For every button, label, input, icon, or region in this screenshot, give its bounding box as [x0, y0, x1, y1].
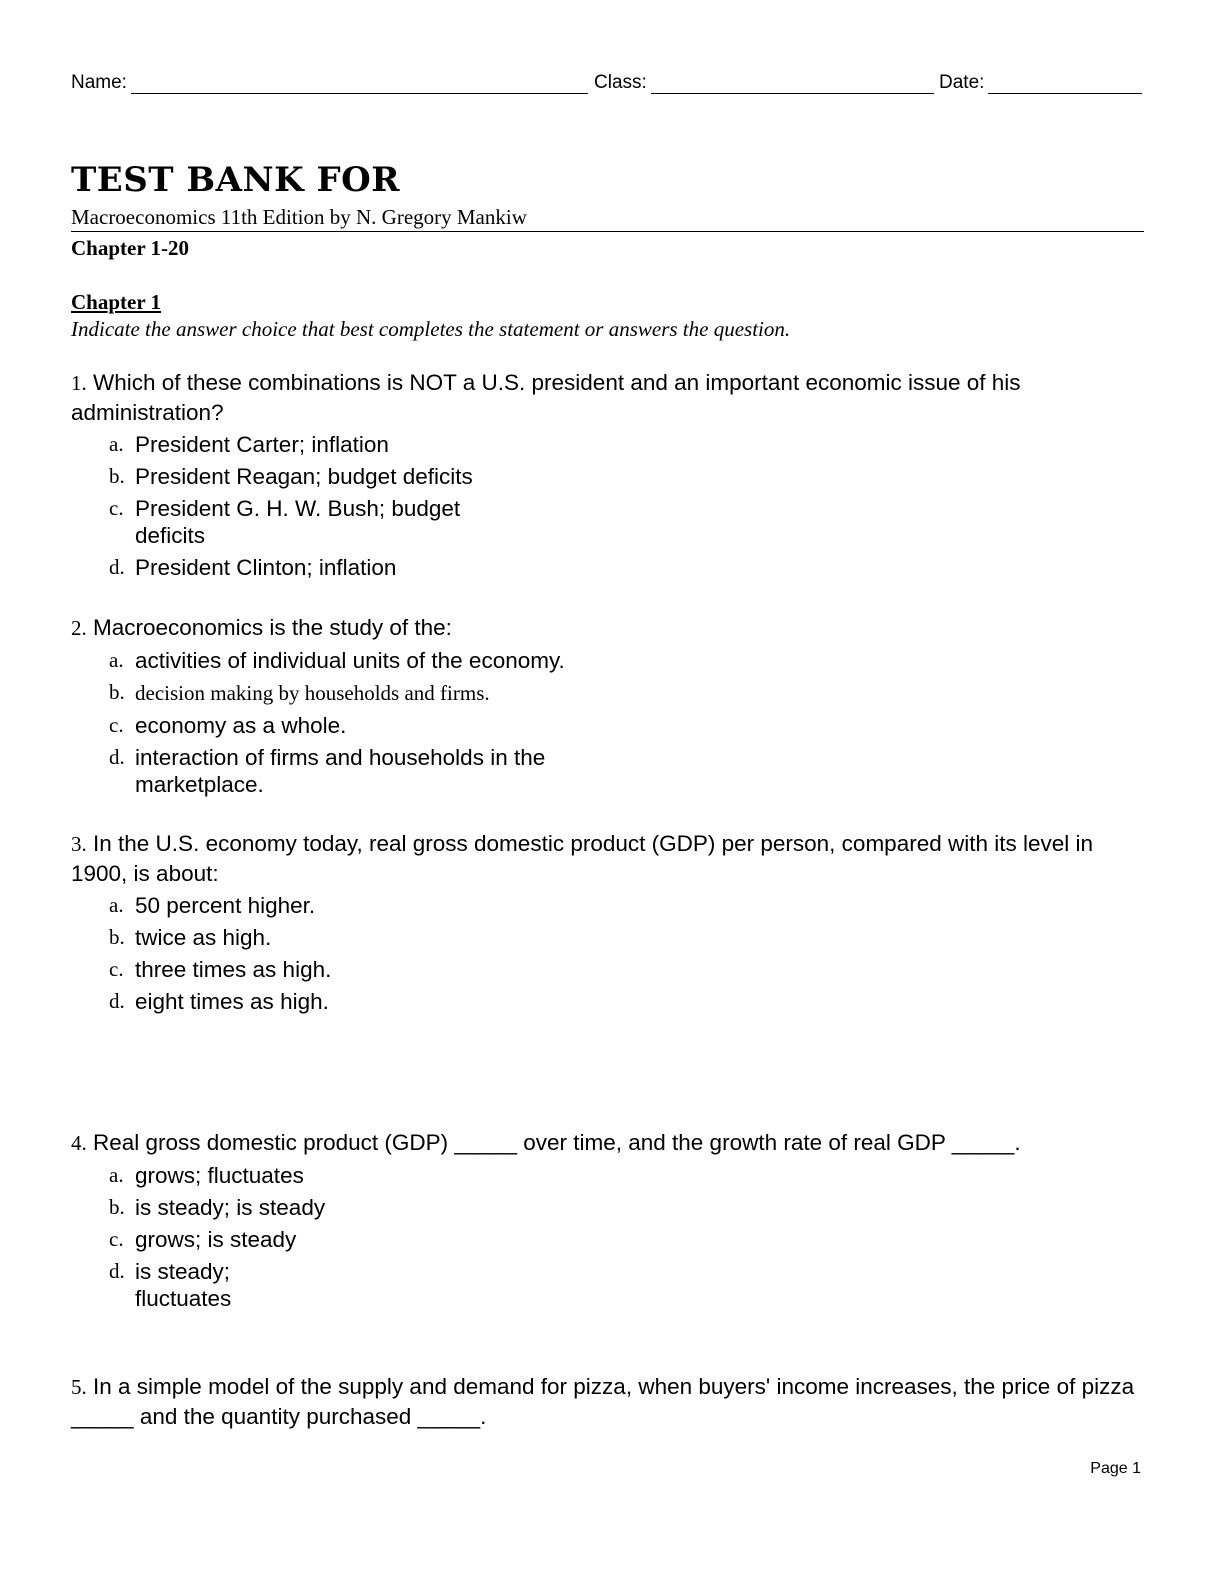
answer-choice[interactable]: [71, 1226, 1146, 1253]
choice-letter: d.: [109, 1259, 125, 1283]
question-1: [71, 368, 1146, 586]
choice-letter: d.: [109, 555, 125, 579]
answer-choice[interactable]: [71, 744, 585, 798]
choice-letter: b.: [109, 464, 125, 488]
question-stem: [71, 1372, 1146, 1431]
choice-letter: b.: [109, 925, 125, 949]
document-title: TEST BANK FOR: [71, 160, 401, 200]
student-info-header: [71, 70, 1142, 98]
choice-text: is steady; fluctuates: [135, 1259, 232, 1311]
answer-choice[interactable]: [71, 1162, 1146, 1189]
choice-text: President Clinton; inflation: [135, 555, 397, 580]
question-stem: [71, 613, 1146, 643]
document-subtitle: Macroeconomics 11th Edition by N. Gregory Mankiw: [71, 205, 527, 229]
answer-choice[interactable]: [71, 924, 385, 951]
choice-letter: d.: [109, 745, 125, 769]
choice-letter: c.: [109, 1227, 124, 1251]
choice-text: interaction of firms and households in the marketplace.: [135, 745, 546, 797]
choice-letter: c.: [109, 957, 124, 981]
choice-text: twice as high.: [135, 925, 272, 950]
question-3: [71, 829, 1146, 1020]
chapter-range: Chapter 1-20: [71, 236, 190, 260]
answer-choice[interactable]: [71, 1194, 335, 1221]
question-number: 1.: [71, 371, 87, 395]
answer-choice[interactable]: [71, 463, 1146, 490]
choice-text: 50 percent higher.: [135, 893, 316, 918]
question-2: [71, 613, 1146, 803]
choice-letter: b.: [109, 1195, 125, 1219]
name-label: Name:: [71, 72, 127, 93]
choice-letter: a.: [109, 1163, 124, 1187]
name-field[interactable]: [131, 93, 588, 94]
section-instruction: Indicate the answer choice that best completes the statement or answers the question.: [71, 317, 791, 341]
class-label: Class:: [594, 72, 647, 93]
answer-choice[interactable]: [71, 495, 495, 549]
choice-letter: a.: [109, 893, 124, 917]
choice-text: activities of individual units of the economy.: [135, 648, 565, 673]
choice-text: is steady; is steady: [135, 1195, 326, 1220]
choice-text: economy as a whole.: [135, 713, 347, 738]
question-number: 2.: [71, 616, 87, 640]
question-stem: [71, 368, 1146, 427]
date-label: Date:: [939, 72, 985, 93]
question-number: 4.: [71, 1131, 87, 1155]
answer-choice[interactable]: [71, 892, 335, 919]
choice-text: grows; is steady: [135, 1227, 297, 1252]
answer-choice[interactable]: [71, 956, 355, 983]
question-text: Real gross domestic product (GDP) _____ over time, and the growth rate of real GDP _____.: [93, 1130, 1021, 1155]
answer-choice[interactable]: [71, 431, 1146, 458]
choice-text: President Reagan; budget deficits: [135, 464, 473, 489]
question-text: In a simple model of the supply and demand for pizza, when buyers' income increases, the price of pizza _____ and the quantity purchased _____.: [71, 1374, 1135, 1429]
answer-choice[interactable]: [71, 554, 1146, 581]
choice-text: grows; fluctuates: [135, 1163, 304, 1188]
answer-choice[interactable]: [71, 679, 1146, 707]
question-4: [71, 1128, 1146, 1317]
question-stem: [71, 1128, 1146, 1158]
date-field[interactable]: [988, 93, 1142, 94]
question-number: 5.: [71, 1375, 87, 1399]
answer-choice[interactable]: [71, 712, 1146, 739]
question-stem: [71, 829, 1146, 888]
choice-text: President G. H. W. Bush; budget deficits: [135, 496, 461, 548]
question-text: Which of these combinations is NOT a U.S. president and an important economic issue of his administration?: [71, 370, 1021, 425]
question-5: [71, 1372, 1146, 1435]
choice-text: three times as high.: [135, 957, 332, 982]
choice-letter: a.: [109, 648, 124, 672]
choice-letter: c.: [109, 713, 124, 737]
choice-letter: c.: [109, 496, 124, 520]
section-heading: Chapter 1: [71, 290, 162, 314]
choice-text: President Carter; inflation: [135, 432, 389, 457]
title-divider: [71, 231, 1144, 232]
answer-choice[interactable]: [71, 988, 355, 1015]
choice-text: decision making by households and firms.: [135, 681, 490, 705]
choice-letter: a.: [109, 432, 124, 456]
page-number: Page 1: [1090, 1460, 1141, 1477]
answer-choice[interactable]: [71, 647, 1146, 674]
class-field[interactable]: [651, 93, 934, 94]
choice-text: eight times as high.: [135, 989, 329, 1014]
question-number: 3.: [71, 832, 87, 856]
question-text: Macroeconomics is the study of the:: [93, 615, 452, 640]
answer-choice[interactable]: [71, 1258, 325, 1312]
choice-letter: d.: [109, 989, 125, 1013]
choice-letter: b.: [109, 680, 125, 704]
question-text: In the U.S. economy today, real gross domestic product (GDP) per person, compared with its level in 1900, is about:: [71, 831, 1094, 886]
